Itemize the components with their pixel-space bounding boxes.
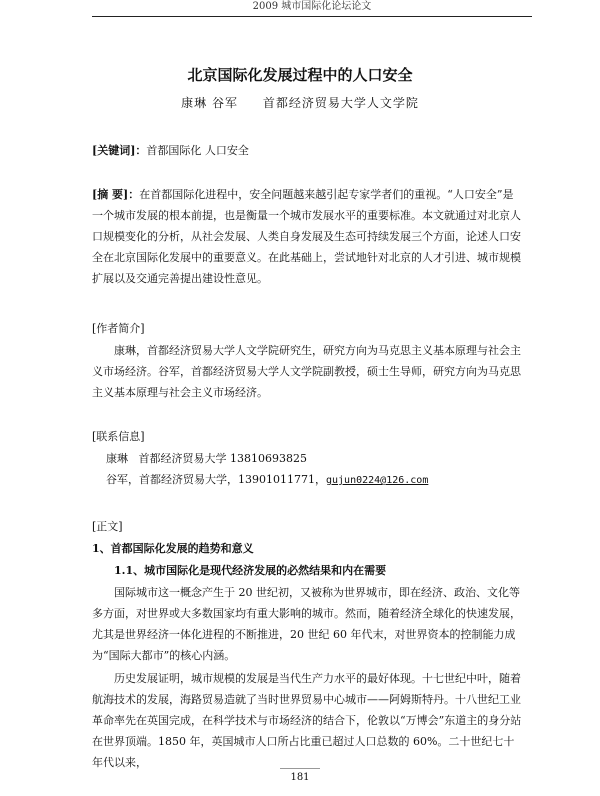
- running-header: 2009 城市国际化论坛论文: [92, 0, 532, 17]
- contact-email-link[interactable]: gujun0224@126.com: [325, 475, 429, 486]
- contact-name: 谷军，: [106, 473, 139, 486]
- footer-rule: [280, 768, 320, 769]
- body-heading: [正文]: [92, 520, 123, 533]
- author-affiliation: 首都经济贸易大学人文学院: [262, 96, 419, 110]
- subsection-heading: 1.1、城市国际化是现代经济发展的必然结果和内在需要: [114, 564, 387, 577]
- contact-name: 康琳: [106, 452, 128, 465]
- abstract-label: [摘 要]：: [92, 188, 140, 201]
- body-paragraph: 国际城市这一概念产生于 20 世纪初，又被称为世界城市，即在经济、政治、文化等多方面，对世界或大多数国家均有重大影响的城市。然而，随着经济全球化的快速发展，尤其是世界经济一体化进程的不断推进，20 世纪 60 年代末，对世界资本的控制能力成为“国际大都市”的核心内涵。: [92, 586, 521, 662]
- paper-title: 北京国际化发展过程中的人口安全: [187, 66, 413, 84]
- contact-info: 首都经济贸易大学 13810693825: [138, 452, 307, 465]
- keywords: [92, 140, 522, 161]
- contact-heading: [联系信息]: [92, 430, 145, 443]
- contact-info: 首都经济贸易大学，13901011771，: [139, 473, 326, 486]
- abstract: [92, 184, 522, 289]
- body-paragraph: 历史发展证明，城市规模的发展是当代生产力水平的最好体现。十七世纪中叶，随着航海技术的发展，海路贸易造就了当时世界贸易中心城市——阿姆斯特丹。十八世纪工业革命率先在英国完成，在科学技术与市场经济的结合下，伦敦以“万博会”东道主的身分站在世界顶端。1850 年，英国城市人口所占比重已超过人口总数的 60%。二十世纪七十年代以来，: [92, 672, 522, 769]
- page-number: 181: [290, 772, 310, 783]
- author-names: 康琳 谷军: [181, 96, 238, 110]
- keywords-label: [关键词]：: [92, 144, 147, 157]
- contact-list: [92, 448, 522, 491]
- author-intro-heading: [作者简介]: [92, 322, 145, 335]
- section-heading: 1、首都国际化发展的趋势和意义: [92, 542, 254, 555]
- author-intro-text: 康琳，首都经济贸易大学人文学院研究生，研究方向为马克思主义基本原理与社会主义市场经济。谷军，首都经济贸易大学人文学院副教授，硕士生导师，研究方向为马克思主义基本原理与社会主义市场经济。: [92, 344, 521, 399]
- keywords-text: 首都国际化 人口安全: [146, 144, 249, 157]
- contact-row: [92, 469, 522, 491]
- abstract-text: 在首都国际化进程中，安全问题越来越引起专家学者们的重视。“人口安全”是一个城市发展的根本前提，也是衡量一个城市发展水平的重要标准。本文就通过对北京人口规模变化的分析，从社会发展、人类自身发展及生态可持续发展三个方面，论述人口安全在北京国际化发展中的重要意义。在此基础上，尝试地针对北京的人才引进、城市规模扩展以及交通完善提出建设性意见。: [92, 188, 521, 285]
- author-line: [0, 94, 600, 111]
- contact-row: [92, 448, 522, 469]
